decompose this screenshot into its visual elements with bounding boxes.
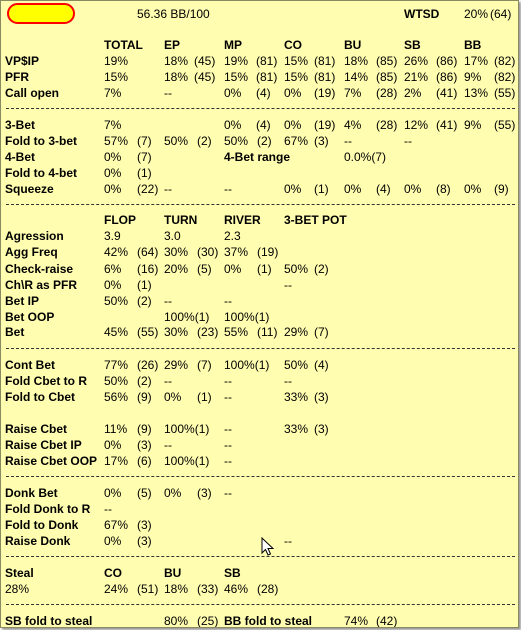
preflop-cell: 18% [344,54,369,68]
sb-fold-to-steal-count: (25) [197,614,219,628]
threebet-cell: 57% [104,134,129,148]
cbet-cell: 56% [104,390,129,404]
preflop-col-header: EP [164,38,181,52]
preflop-cell: (81) [256,54,278,68]
postflop-cell: 0% [224,262,242,276]
postflop-cell: -- [224,294,232,308]
postflop-col-header: RIVER [224,213,261,227]
donk-cell: -- [284,534,292,548]
bb-fold-to-steal-label: BB fold to steal [224,614,313,628]
postflop-cell: 50% [284,262,309,276]
squeeze-cell: 0% [404,182,422,196]
postflop-row-label: Bet [5,325,25,339]
cbet-cell: 50% [284,358,309,372]
postflop-cell: 30% [164,245,189,259]
preflop-cell: 15% [104,70,129,84]
threebet-cell: 67% [284,134,309,148]
threebet-cell: 12% [404,118,429,132]
preflop-cell: 21% [404,70,429,84]
cbet-cell: (6) [137,454,152,468]
fold-to-fourbet-count: (1) [137,166,152,180]
fourbet-value: 0% [104,150,122,164]
cbet-cell: (3) [314,422,329,436]
preflop-cell: 15% [224,70,249,84]
preflop-cell: 0% [224,86,242,100]
threebet-cell: (55) [494,118,516,132]
donk-cell: (3) [137,518,152,532]
postflop-cell: 45% [104,325,129,339]
preflop-cell: 15% [284,54,309,68]
sb-fold-to-steal-value: 80% [164,614,189,628]
postflop-cell: (2) [314,262,329,276]
postflop-cell: 20% [164,262,189,276]
preflop-col-header: CO [284,38,302,52]
squeeze-cell: (22) [137,182,159,196]
preflop-cell: 7% [344,86,362,100]
postflop-cell: 30% [164,325,189,339]
cbet-cell: (7) [197,358,212,372]
cbet-cell: -- [284,374,292,388]
preflop-cell: 17% [464,54,489,68]
postflop-row-label: Agression [5,229,64,243]
preflop-cell: 13% [464,86,489,100]
cbet-cell: (9) [137,422,152,436]
cbet-row-label: Raise Cbet OOP [5,454,98,468]
postflop-cell: 6% [104,262,122,276]
postflop-col-header: 3-BET POT [284,213,347,227]
cbet-cell: (4) [314,358,329,372]
threebet-cell: 50% [224,134,249,148]
postflop-cell: (5) [197,262,212,276]
donk-cell: (3) [197,486,212,500]
cbet-cell: -- [224,374,232,388]
squeeze-cell: 0% [284,182,302,196]
threebet-cell: (3) [314,134,329,148]
donk-row-label: Raise Donk [5,534,71,548]
donk-cell: -- [104,502,112,516]
cbet-cell: 33% [284,390,309,404]
cbet-cell: (3) [314,390,329,404]
preflop-cell: (81) [314,70,336,84]
preflop-cell: (85) [376,70,398,84]
preflop-cell: 7% [104,86,122,100]
wtsd-count: (64) [490,7,512,21]
postflop-row-label: Bet OOP [5,310,55,324]
steal-cell: 24% [104,582,129,596]
postflop-cell: (64) [137,245,159,259]
preflop-cell: (4) [256,86,271,100]
postflop-cell: 37% [224,245,249,259]
cbet-cell: -- [224,390,232,404]
cbet-cell: -- [164,374,172,388]
threebet-cell: (41) [436,118,458,132]
wtsd-label: WTSD [404,7,440,21]
postflop-cell: (7) [314,325,329,339]
cbet-row-label: Fold to Cbet [5,390,75,404]
fold-to-fourbet-value: 0% [104,166,122,180]
cbet-cell: 100%(1) [224,358,270,372]
donk-row-label: Fold Donk to R [5,502,91,516]
preflop-cell: 19% [104,54,129,68]
squeeze-cell: 0% [104,182,122,196]
steal-col-header: SB [224,566,241,580]
squeeze-cell: (1) [314,182,329,196]
cbet-cell: 0% [104,438,122,452]
threebet-row-label: 3-Bet [5,118,36,132]
postflop-cell: (23) [197,325,219,339]
donk-cell: (5) [137,486,152,500]
fourbet-range-label: 4-Bet range [224,150,291,164]
threebet-cell: (28) [376,118,398,132]
postflop-cell: 100%(1) [164,310,210,324]
cbet-row-label: Raise Cbet IP [5,438,82,452]
cbet-cell: (1) [197,390,212,404]
postflop-cell: 50% [104,294,129,308]
threebet-cell: (2) [197,134,212,148]
threebet-cell: 0% [284,118,302,132]
cbet-cell: 33% [284,422,309,436]
cbet-cell: (2) [137,374,152,388]
postflop-cell: (16) [137,262,159,276]
section-divider [6,476,515,477]
donk-cell: 0% [104,486,122,500]
threebet-row-label: Fold to 3-bet [5,134,77,148]
cbet-cell: (9) [137,390,152,404]
squeeze-label: Squeeze [5,182,54,196]
steal-cell: 18% [164,582,189,596]
preflop-cell: (81) [314,54,336,68]
postflop-cell: 3.0 [164,229,181,243]
steal-cell: (51) [137,582,159,596]
postflop-cell: 0% [104,278,122,292]
preflop-cell: (86) [436,54,458,68]
preflop-cell: 2% [404,86,422,100]
threebet-cell: 9% [464,118,482,132]
preflop-cell: (19) [314,86,336,100]
threebet-cell: (7) [137,134,152,148]
postflop-cell: 55% [224,325,249,339]
donk-row-label: Donk Bet [5,486,58,500]
steal-cell: 46% [224,582,249,596]
squeeze-cell: (8) [436,182,451,196]
section-divider [6,108,515,109]
preflop-cell: (86) [436,70,458,84]
preflop-col-header: BB [464,38,482,52]
postflop-cell: 29% [284,325,309,339]
preflop-cell: 14% [344,70,369,84]
postflop-cell: (11) [257,325,278,339]
cbet-cell: 11% [104,422,128,436]
donk-row-label: Fold to Donk [5,518,79,532]
postflop-cell: (19) [257,245,279,259]
cbet-cell: 77% [104,358,129,372]
cbet-cell: -- [224,438,232,452]
preflop-row-label: PFR [5,70,29,84]
fourbet-range-value: 0.0%(7) [344,150,387,164]
threebet-cell: 50% [164,134,189,148]
cbet-cell: 50% [104,374,129,388]
preflop-cell: 18% [164,70,189,84]
bb-fold-to-steal-value: 74% [344,614,369,628]
section-divider [6,604,515,605]
threebet-cell: -- [344,134,352,148]
steal-label: Steal [5,566,34,580]
steal-col-header: BU [164,566,182,580]
preflop-cell: -- [164,86,172,100]
donk-cell: 0% [104,534,122,548]
cbet-cell: 29% [164,358,189,372]
section-divider [6,556,515,557]
donk-cell: (3) [137,534,152,548]
squeeze-cell: -- [164,182,172,196]
bb100-value: 56.36 BB/100 [137,7,210,21]
cbet-row-label: Fold Cbet to R [5,374,87,388]
preflop-cell: 19% [224,54,249,68]
sb-fold-to-steal-label: SB fold to steal [5,614,93,628]
cbet-cell: 100%(1) [164,454,210,468]
cbet-cell: 100%(1) [164,422,210,436]
preflop-cell: (82) [494,54,516,68]
preflop-row-label: VP$IP [5,54,40,68]
steal-cell: (33) [197,582,219,596]
cbet-row-label: Raise Cbet [5,422,68,436]
preflop-cell: 9% [464,70,482,84]
donk-cell: 67% [104,518,129,532]
cbet-cell: -- [224,422,232,436]
postflop-cell: 100%(1) [224,310,270,324]
postflop-col-header: TURN [164,213,198,227]
preflop-cell: (45) [194,70,216,84]
postflop-cell: 3.9 [104,229,121,243]
squeeze-cell: -- [224,182,232,196]
squeeze-cell: (4) [376,182,391,196]
preflop-cell: 0% [284,86,302,100]
preflop-cell: (55) [494,86,516,100]
preflop-cell: (81) [256,70,278,84]
preflop-cell: (45) [194,54,216,68]
fold-to-fourbet-label: Fold to 4-bet [5,166,77,180]
postflop-cell: 2.3 [224,229,241,243]
preflop-cell: 18% [164,54,189,68]
wtsd-value: 20% [464,7,489,21]
preflop-col-header: TOTAL [104,38,143,52]
postflop-cell: -- [284,278,292,292]
cbet-cell: 17% [104,454,129,468]
postflop-cell: (1) [137,278,152,292]
postflop-cell: -- [164,294,172,308]
postflop-cell: (1) [257,262,272,276]
preflop-cell: 26% [404,54,429,68]
preflop-cell: (82) [494,70,516,84]
section-divider [6,204,515,205]
donk-cell: 0% [164,486,182,500]
preflop-cell: (28) [376,86,398,100]
cbet-cell: 0% [164,390,182,404]
postflop-col-header: FLOP [104,213,136,227]
player-badge[interactable] [7,3,75,24]
bb-fold-to-steal-count: (42) [376,614,398,628]
preflop-row-label: Call open [5,86,60,100]
postflop-row-label: Ch\R as PFR [5,278,78,292]
preflop-col-header: MP [224,38,242,52]
preflop-cell: 15% [284,70,309,84]
cbet-cell: (3) [137,438,152,452]
cbet-cell: -- [224,454,232,468]
cbet-cell: (26) [137,358,159,372]
fourbet-label: 4-Bet [5,150,36,164]
threebet-cell: -- [404,134,412,148]
preflop-cell: (41) [436,86,458,100]
postflop-row-label: Check-raise [5,262,74,276]
section-divider [6,348,515,349]
threebet-cell: (4) [256,118,271,132]
postflop-cell: (55) [137,325,159,339]
mouse-pointer-icon [261,537,275,557]
threebet-cell: (2) [257,134,272,148]
preflop-col-header: SB [404,38,421,52]
preflop-cell: (85) [376,54,398,68]
steal-col-header: CO [104,566,122,580]
squeeze-cell: (9) [494,182,509,196]
postflop-cell: (2) [137,294,152,308]
steal-total: 28% [5,582,30,596]
cbet-cell: -- [164,438,172,452]
squeeze-cell: 0% [464,182,482,196]
preflop-col-header: BU [344,38,362,52]
postflop-row-label: Bet IP [5,294,40,308]
threebet-cell: (19) [314,118,336,132]
postflop-row-label: Agg Freq [5,245,58,259]
squeeze-cell: 0% [344,182,362,196]
postflop-cell: 42% [104,245,129,259]
threebet-cell: 7% [104,118,122,132]
postflop-cell: (30) [197,245,219,259]
steal-cell: (28) [257,582,279,596]
cbet-row-label: Cont Bet [5,358,55,372]
donk-cell: -- [224,486,232,500]
threebet-cell: 4% [344,118,362,132]
threebet-cell: 0% [224,118,242,132]
fourbet-count: (7) [137,150,152,164]
